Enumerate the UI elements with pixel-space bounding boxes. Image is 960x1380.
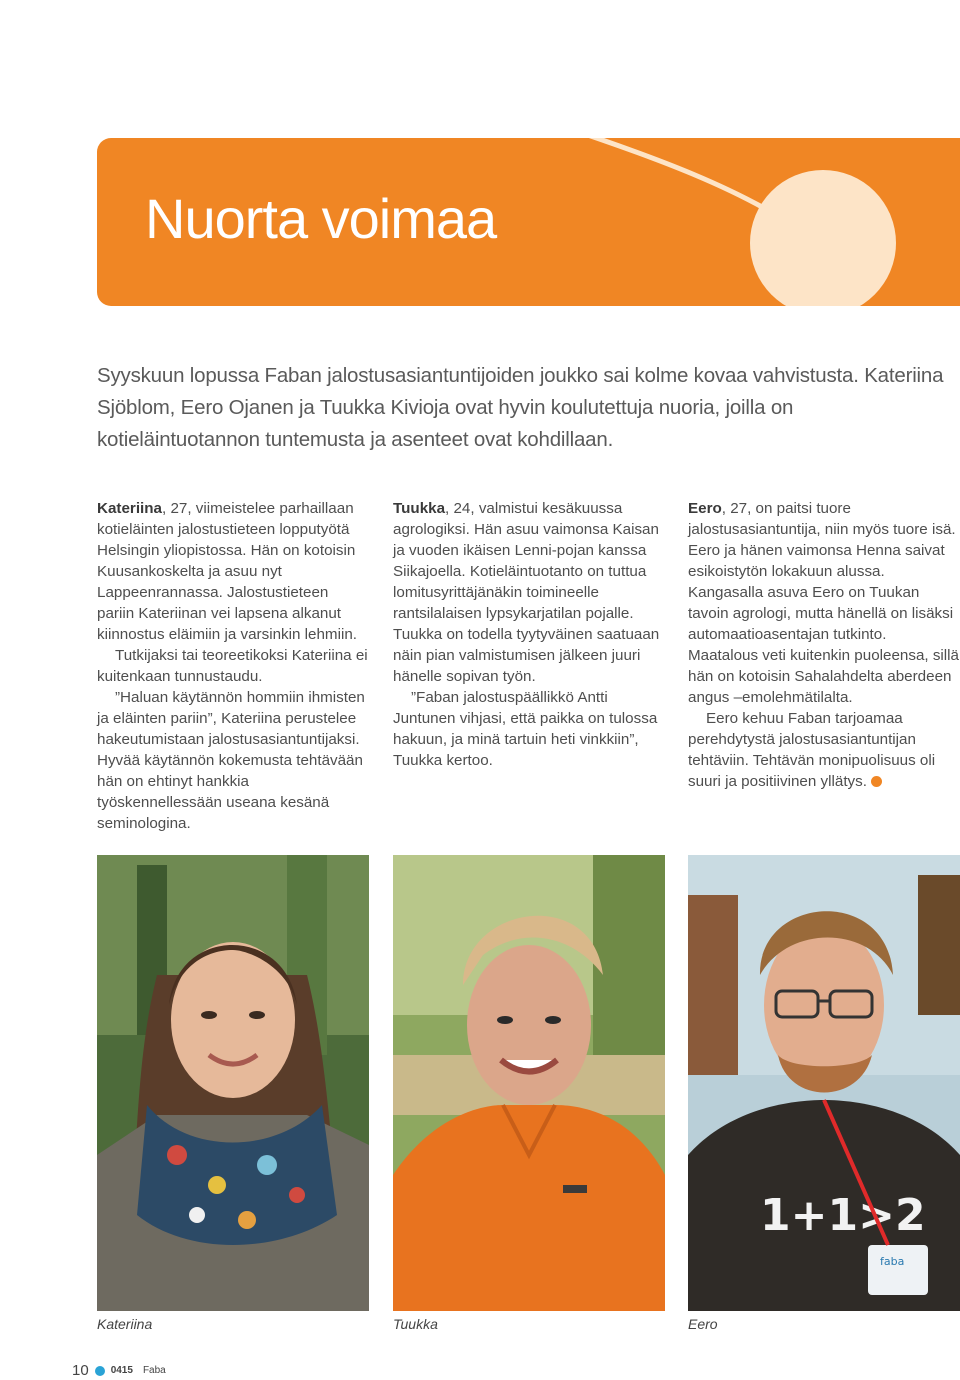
profile-name: Tuukka: [393, 500, 446, 517]
photo-kateriina: [97, 855, 369, 1311]
profile-paragraph: Eero, 27, on paitsi tuore jalostusasiantuntija, niin myös tuore isä. Eero ja hänen vaimonsa Henna saivat esikoistytön lokakuun alussa. Kangasalla asuva Eero on Tuukan tavoin agrologi, mutta hänellä on lisäksi automaatioasentajan tutkinto. Maatalous veti kuitenkin puoleensa, sillä hän on kotoisin Sahalahdelta aberdeen angus –emolehmätilalta.: [688, 500, 960, 706]
title-banner: [97, 138, 960, 306]
profile-name: Kateriina: [97, 500, 162, 517]
profile-paragraph: Kateriina, 27, viimeistelee parhaillaan kotieläinten jalostustieteen lopputyötä Helsingin yliopistossa. Hän on kotoisin Kuusankoskelta ja asuu nyt Lappeenrannassa. Jalostustieteen pariin Kateriinan vei lapsena alkanut kiinnostus eläimiin ja varsinkin lehmiin.: [97, 500, 357, 643]
profile-paragraph: Eero kehuu Faban tarjoamaa perehdytystä jalostusasiantuntijan tehtäviin. Tehtävän monipuolisuus oli suuri ja positiivinen yllätys.: [688, 710, 936, 790]
footer-dot: [95, 1366, 105, 1376]
photo-caption: Kateriina: [97, 1316, 153, 1332]
photo-tuukka: [393, 855, 665, 1311]
profile-paragraph: ”Faban jalostuspäällikkö Antti Juntunen vihjasi, että paikka on tulossa hakuun, ja minä tartuin heti vinkkiin”, Tuukka kertoo.: [393, 689, 658, 769]
profile-column-kateriina: [97, 498, 369, 834]
badge-text: faba: [880, 1255, 905, 1268]
end-mark-dot: [871, 776, 882, 787]
page-number: 10: [72, 1362, 89, 1379]
profile-paragraph: Tutkijaksi tai teoreetikoksi Kateriina ei kuitenkaan tunnustaudu.: [97, 647, 368, 685]
profile-column-tuukka: [393, 498, 665, 771]
page-title: Nuorta voimaa: [145, 187, 497, 250]
photo-caption: Tuukka: [393, 1316, 438, 1332]
profile-name: Eero: [688, 500, 722, 517]
photo-eero: [688, 855, 960, 1311]
profile-paragraph: ”Haluan käytännön hommiin ihmisten ja eläinten pariin”, Kateriina perustelee hakeutumistaan jalostusasiantuntijaksi. Hyvää käytännön kokemusta tehtävään hän on ehtinyt hankkia työskennellessään useana kesänä seminologina.: [97, 689, 365, 832]
issue-number: 0415: [110, 1365, 133, 1376]
shirt-text: 1+1>2: [760, 1190, 926, 1241]
intro-paragraph: Syyskuun lopussa Faban jalostusasiantuntijoiden joukko sai kolme kovaa vahvistusta. Kateriina Sjöblom, Eero Ojanen ja Tuukka Kivioja ovat hyvin koulutettuja nuoria, joilla on kotieläintuotannon tuntemusta ja asenteet ovat kohdillaan.: [97, 364, 944, 451]
page-footer: [72, 1362, 166, 1379]
profile-column-eero: [688, 498, 960, 792]
photo-caption: Eero: [688, 1316, 718, 1332]
profile-paragraph: Tuukka, 24, valmistui kesäkuussa agrologiksi. Hän asuu vaimonsa Kaisan ja vuoden ikäisen Lenni-pojan kanssa Siikajoella. Kotieläintuotanto on tuttua lomitusyrittäjänäkin toimineelle rantsilalaisen lypsykarjatilan pojalle. Tuukka on todella tyytyväinen saatuaan näin pian valmistumisen jälkeen juuri hänelle sopivan työn.: [393, 500, 660, 685]
brand-name: Faba: [142, 1365, 166, 1376]
decorative-circle: [750, 170, 896, 306]
